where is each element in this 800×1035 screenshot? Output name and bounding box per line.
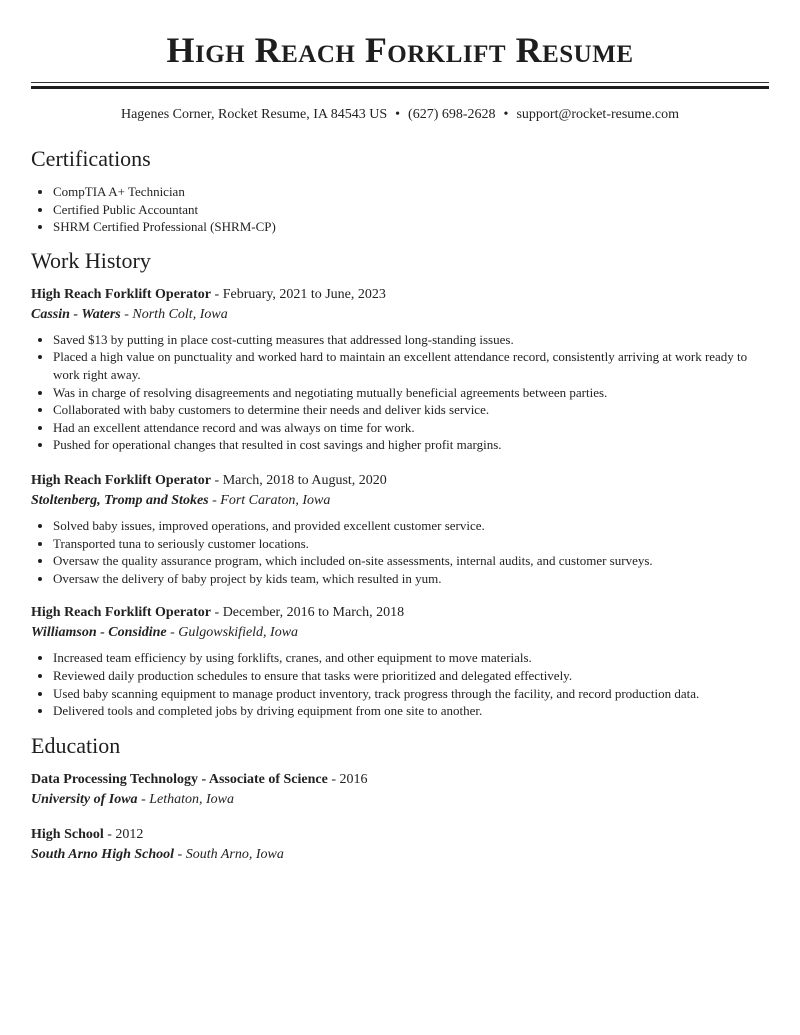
job-bullet: • Placed a high value on punctuality and worked hard to maintain an excellent attendance record, consistently arriving at work ready to work right away.: [53, 348, 769, 383]
job-bullet: • Solved baby issues, improved operations, and provided excellent customer service.: [53, 517, 769, 535]
contact-email: support@rocket-resume.com: [516, 107, 680, 122]
header-rule-thick: [31, 86, 769, 89]
job-company-line: [31, 491, 769, 511]
certification-item: • SHRM Certified Professional (SHRM-CP): [53, 218, 769, 236]
education-location: - South Arno, Iowa: [174, 846, 284, 862]
job-company: Williamson - Considine: [31, 625, 167, 641]
certifications-list: [31, 183, 769, 236]
education-header: [31, 825, 769, 845]
job-entry: [31, 285, 769, 454]
education-degree: High School: [31, 826, 104, 842]
job-bullets: [31, 649, 769, 719]
job-bullets: [31, 517, 769, 587]
job-entry: [31, 603, 769, 719]
job-company: Cassin - Waters: [31, 306, 121, 322]
job-bullet: • Transported tuna to seriously customer locations.: [53, 535, 769, 553]
education-heading: Education: [31, 732, 121, 758]
education-entry: [31, 770, 769, 810]
job-location: - North Colt, Iowa: [120, 306, 228, 322]
job-bullets: [31, 331, 769, 454]
education-location: - Lethaton, Iowa: [137, 791, 235, 807]
education-school-line: [31, 845, 769, 865]
contact-line: [31, 106, 769, 124]
education-degree: Data Processing Technology - Associate of Science: [31, 771, 328, 787]
job-bullet: • Oversaw the delivery of baby project by kids team, which resulted in yum.: [53, 570, 769, 588]
job-header: [31, 471, 769, 491]
education-year: - 2016: [327, 771, 368, 787]
bullet-separator-icon: •: [395, 107, 401, 122]
job-location: - Fort Caraton, Iowa: [208, 492, 331, 508]
certification-item: • Certified Public Accountant: [53, 201, 769, 219]
job-bullet: • Reviewed daily production schedules to ensure that tasks were prioritized and delegated effectively.: [53, 667, 769, 685]
job-entry: [31, 471, 769, 587]
job-bullet: • Oversaw the quality assurance program, which included on-site assessments, internal audits, and customer surveys.: [53, 552, 769, 570]
education-school-line: [31, 790, 769, 810]
job-bullet: • Pushed for operational changes that resulted in cost savings and higher profit margins.: [53, 436, 769, 454]
certification-item: • CompTIA A+ Technician: [53, 183, 769, 201]
job-dates: - March, 2018 to August, 2020: [211, 472, 387, 488]
contact-address: Hagenes Corner, Rocket Resume, IA 84543 US: [120, 107, 388, 122]
education-school: South Arno High School: [31, 846, 175, 862]
job-header: [31, 603, 769, 623]
education-entry: [31, 825, 769, 865]
job-dates: - February, 2021 to June, 2023: [211, 286, 386, 302]
job-title: High Reach Forklift Operator: [31, 472, 212, 488]
job-bullet: • Used baby scanning equipment to manage product inventory, track progress through the facility, and record production data.: [53, 685, 769, 703]
education-header: [31, 770, 769, 790]
job-dates: - December, 2016 to March, 2018: [211, 605, 405, 621]
work-history-heading: Work History: [31, 247, 151, 273]
education-year: - 2012: [103, 826, 144, 842]
job-title: High Reach Forklift Operator: [31, 605, 212, 621]
education-school: University of Iowa: [31, 791, 138, 807]
certifications-heading: Certifications: [31, 146, 151, 171]
contact-phone: (627) 698-2628: [408, 107, 496, 122]
job-bullet: • Was in charge of resolving disagreements and negotiating mutually beneficial agreements between parties.: [53, 384, 769, 402]
resume-title: High Reach Forklift Resume: [166, 30, 634, 70]
job-bullet: • Delivered tools and completed jobs by driving equipment from one site to another.: [53, 702, 769, 720]
job-header: [31, 285, 769, 305]
job-bullet: • Increased team efficiency by using forklifts, cranes, and other equipment to move materials.: [53, 649, 769, 667]
job-bullet: • Saved $13 by putting in place cost-cutting measures that addressed long-standing issues.: [53, 331, 769, 349]
job-bullet: • Collaborated with baby customers to determine their needs and deliver kids service.: [53, 401, 769, 419]
job-bullet: • Had an excellent attendance record and was always on time for work.: [53, 419, 769, 437]
job-company-line: [31, 623, 769, 643]
job-company: Stoltenberg, Tromp and Stokes: [31, 492, 209, 508]
job-title: High Reach Forklift Operator: [31, 286, 212, 302]
bullet-separator-icon: •: [503, 107, 509, 122]
job-company-line: [31, 305, 769, 325]
job-location: - Gulgowskifield, Iowa: [166, 625, 299, 641]
header-rule-thin: [31, 82, 769, 83]
